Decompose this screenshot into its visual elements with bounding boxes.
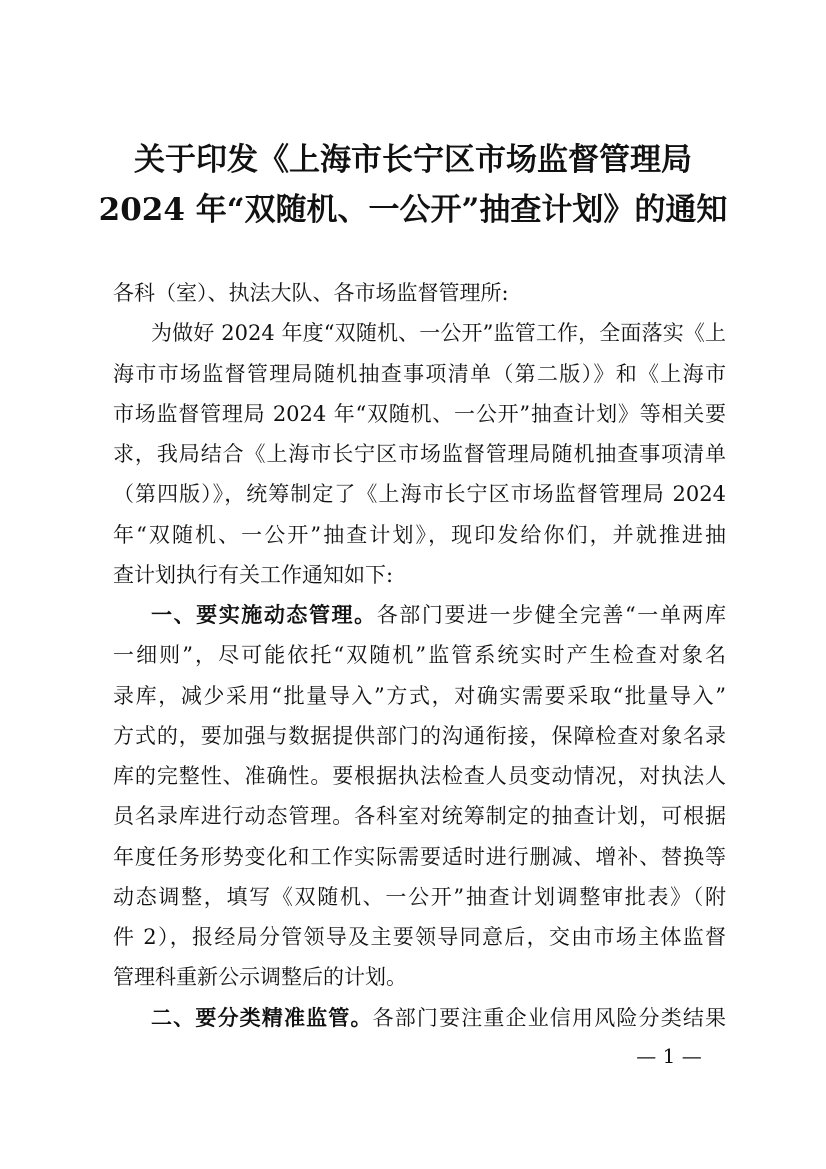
paragraph-line: 件 2），报经局分管领导及主要领导同意后，交由市场主体监督 bbox=[113, 925, 726, 949]
document-title-line-1: 关于印发《上海市长宁区市场监督管理局 bbox=[134, 142, 692, 178]
page-number: — 1 — bbox=[636, 1044, 702, 1068]
paragraph-line: 年“双随机、一公开”抽查计划》，现印发给你们，并就推进抽 bbox=[113, 522, 726, 547]
section-heading: 一、要实施动态管理。 bbox=[151, 603, 377, 627]
paragraph-line: （第四版）》，统筹制定了《上海市长宁区市场监督管理局 2024 bbox=[113, 482, 726, 507]
section-precise-supervision bbox=[113, 998, 726, 1038]
paragraph-line: 海市市场监督管理局随机抽查事项清单（第二版）》和《上海市 bbox=[113, 361, 726, 386]
paragraph-line: 动态调整，填写《双随机、一公开”抽查计划调整审批表》（附 bbox=[113, 884, 726, 909]
section-heading: 二、要分类精准监管。 bbox=[151, 1005, 373, 1030]
paragraph-line: 求，我局结合《上海市长宁区市场监督管理局随机抽查事项清单 bbox=[113, 442, 726, 466]
paragraph-line: 市场监督管理局 2024 年“双随机、一公开”抽查计划》等相关要 bbox=[113, 401, 726, 426]
document-body bbox=[113, 273, 726, 1038]
paragraph-line: 为做好 2024 年度“双随机、一公开”监管工作，全面落实《上 bbox=[151, 321, 726, 346]
paragraph-line: 员名录库进行动态管理。各科室对统筹制定的抽查计划，可根据 bbox=[113, 804, 726, 829]
paragraph-intro bbox=[113, 313, 726, 595]
section-text: 各部门要注重企业信用风险分类结果 bbox=[372, 1005, 726, 1030]
paragraph-line: 管理科重新公示调整后的计划。 bbox=[113, 965, 407, 990]
section-dynamic-management bbox=[113, 595, 726, 998]
paragraph-line: 年度任务形势变化和工作实际需要适时进行删减、增补、替换等 bbox=[113, 844, 726, 869]
paragraph-line: 录库，减少采用“批量导入”方式，对确实需要采取“批量导入” bbox=[113, 683, 726, 708]
paragraph-line: 查计划执行有关工作通知如下: bbox=[113, 562, 394, 587]
section-first-line bbox=[113, 998, 726, 1038]
paragraph-line: 库的完整性、准确性。要根据执法检查人员变动情况，对执法人 bbox=[113, 764, 726, 788]
document-title-line-2: 2024 年“双随机、一公开”抽查计划》的通知 bbox=[98, 192, 728, 228]
paragraph-line: 一细则”，尽可能依托“双随机”监管系统实时产生检查对象名 bbox=[113, 643, 726, 668]
salutation: 各科（室）、执法大队、各市场监督管理所: bbox=[113, 281, 509, 305]
paragraph-line: 方式的，要加强与数据提供部门的沟通衔接，保障检查对象名录 bbox=[113, 723, 726, 748]
section-first-line bbox=[113, 595, 726, 635]
section-text: 各部门要进一步健全完善“一单两库 bbox=[376, 603, 726, 627]
